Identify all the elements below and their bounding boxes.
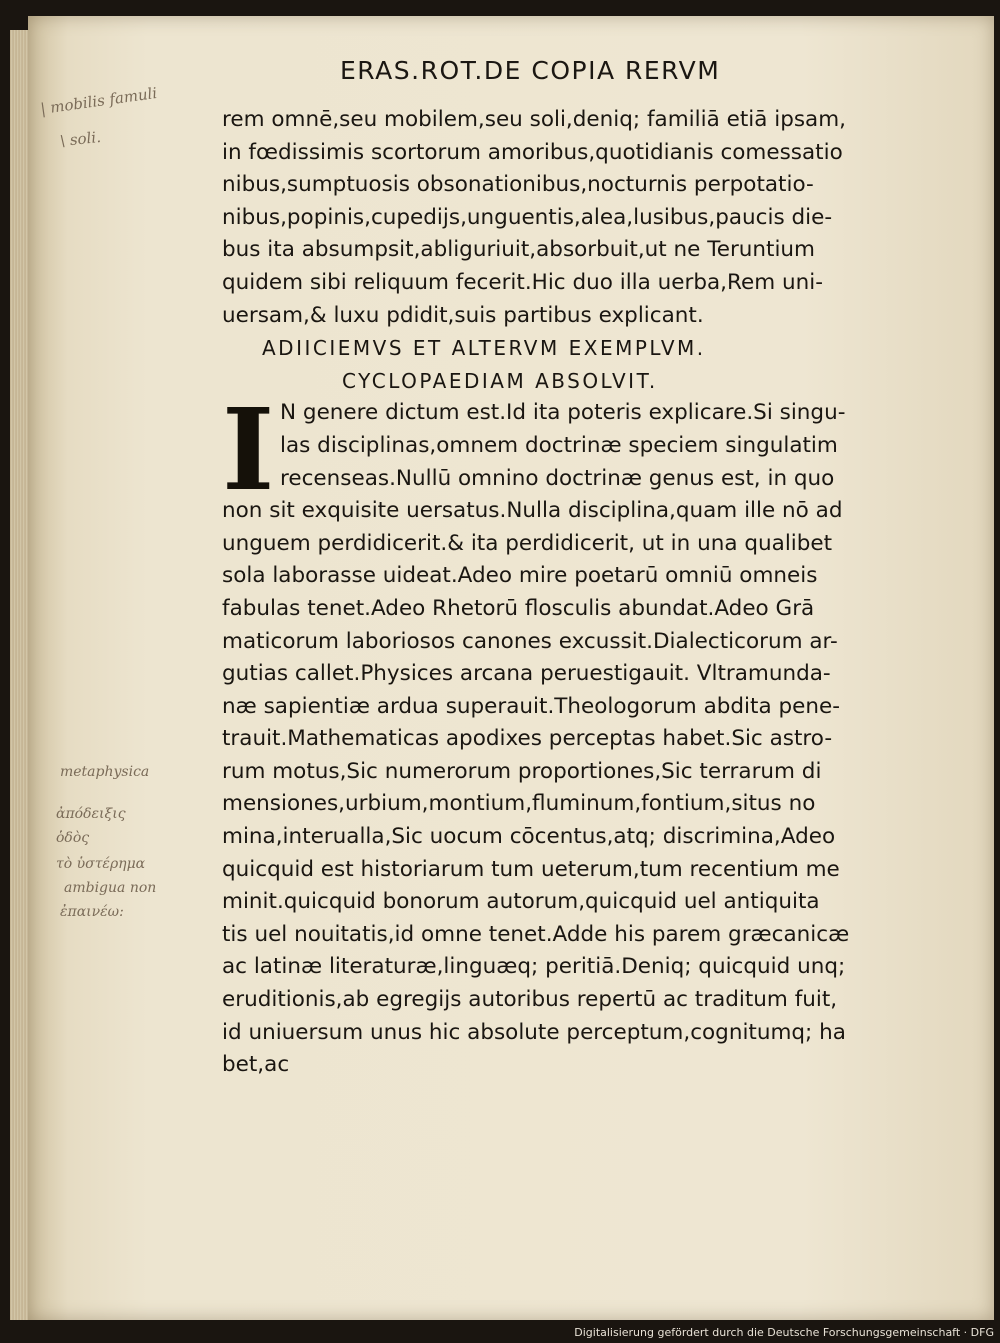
text-line: mensiones,urbium,montium,fluminum,fontium,situs no — [222, 791, 816, 817]
text-line: las disciplinas,omnem doctrinæ speciem singulatim — [280, 432, 838, 458]
text-line: rem omnē,seu mobilem,seu soli,deniq; familiā etiā ipsam, — [222, 107, 847, 132]
text-line: fabulas tenet.Adeo Rhetorū flosculis abundat.Adeo Grā — [222, 595, 815, 621]
text-line: in fœdissimis scortorum amoribus,quotidianis comessatio — [222, 139, 843, 165]
text-line: ac latinæ literaturæ,linguæq; peritiā.Deniq; quicquid unq; — [222, 954, 846, 980]
body-text — [222, 104, 922, 1082]
running-head: ERAS.ROT.DE COPIA RERVM — [340, 56, 721, 85]
section-subheading: CYCLOPAEDIAM ABSOLVIT. — [342, 368, 658, 393]
marginal-note: ὁδὸς — [56, 830, 90, 846]
text-line: bus ita absumpsit,abliguriuit,absorbuit,ut ne Teruntium — [222, 237, 816, 263]
digitization-credit: Digitalisierung gefördert durch die Deutsche Forschungsgemeinschaft · DFG — [574, 1326, 994, 1339]
text-line: rum motus,Sic numerorum proportiones,Sic terrarum di — [222, 758, 822, 784]
text-line: id uniuersum unus hic absolute perceptum,cognitumq; ha — [222, 1019, 846, 1045]
text-line: maticorum laboriosos canones excussit.Dialecticorum ar- — [222, 628, 838, 654]
text-line: mina,interualla,Sic uocum cōcentus,atq; discrimina,Adeo — [222, 824, 836, 850]
text-line: gutias callet.Physices arcana peruestigauit. Vltramunda- — [222, 661, 831, 687]
text-line: sola laborasse uideat.Adeo mire poetarū omniū omneis — [222, 563, 818, 589]
text-line: eruditionis,ab egregijs autoribus repertū ac traditum fuit, — [222, 987, 838, 1013]
text-line: næ sapientiæ ardua superauit.Theologorum abdita pene- — [222, 693, 840, 719]
marginal-note: τὸ ὑστέρημα — [56, 856, 146, 872]
text-line: recenseas.Nullū omnino doctrinæ genus est, in quo — [280, 465, 835, 491]
text-line: quicquid est historiarum tum ueterum,tum recentium me — [222, 856, 840, 882]
text-line: bet,ac — [222, 1052, 290, 1078]
marginal-note: ambigua non — [64, 880, 157, 896]
section-heading: ADIICIEMVS ET ALTERVM EXEMPLVM. — [262, 336, 706, 361]
text-line: trauit.Mathematicas apodixes perceptas habet.Sic astro- — [222, 726, 833, 752]
text-line: N genere dictum est.Id ita poteris explicare.Si singu- — [280, 400, 846, 426]
marginal-note: ἐπαινέω: — [60, 904, 124, 920]
text-line: non sit exquisite uersatus.Nulla disciplina,quam ille nō ad — [222, 498, 843, 524]
marginal-note: | mobilis famuli — [39, 83, 159, 119]
text-line: uersam,& luxu pdidit,suis partibus explicant. — [222, 302, 704, 328]
marginal-note: metaphysica — [60, 764, 150, 780]
drop-cap: I — [222, 385, 275, 517]
text-line: quidem sibi reliquum fecerit.Hic duo illa uerba,Rem uni- — [222, 269, 823, 295]
text-line: unguem perdidicerit.& ita perdidicerit, ut in una qualibet — [222, 530, 833, 556]
marginal-note: \ soli. — [59, 127, 102, 151]
text-line: minit.quicquid bonorum autorum,quicquid uel antiquita — [222, 889, 820, 915]
marginal-note: ἀπόδειξις — [56, 806, 126, 822]
text-line: tis uel nouitatis,id omne tenet.Adde his parem græcanicæ — [222, 921, 850, 947]
text-line: nibus,popinis,cupedijs,unguentis,alea,lusibus,paucis die- — [222, 204, 833, 230]
text-line: nibus,sumptuosis obsonationibus,nocturnis perpotatio- — [222, 172, 814, 198]
